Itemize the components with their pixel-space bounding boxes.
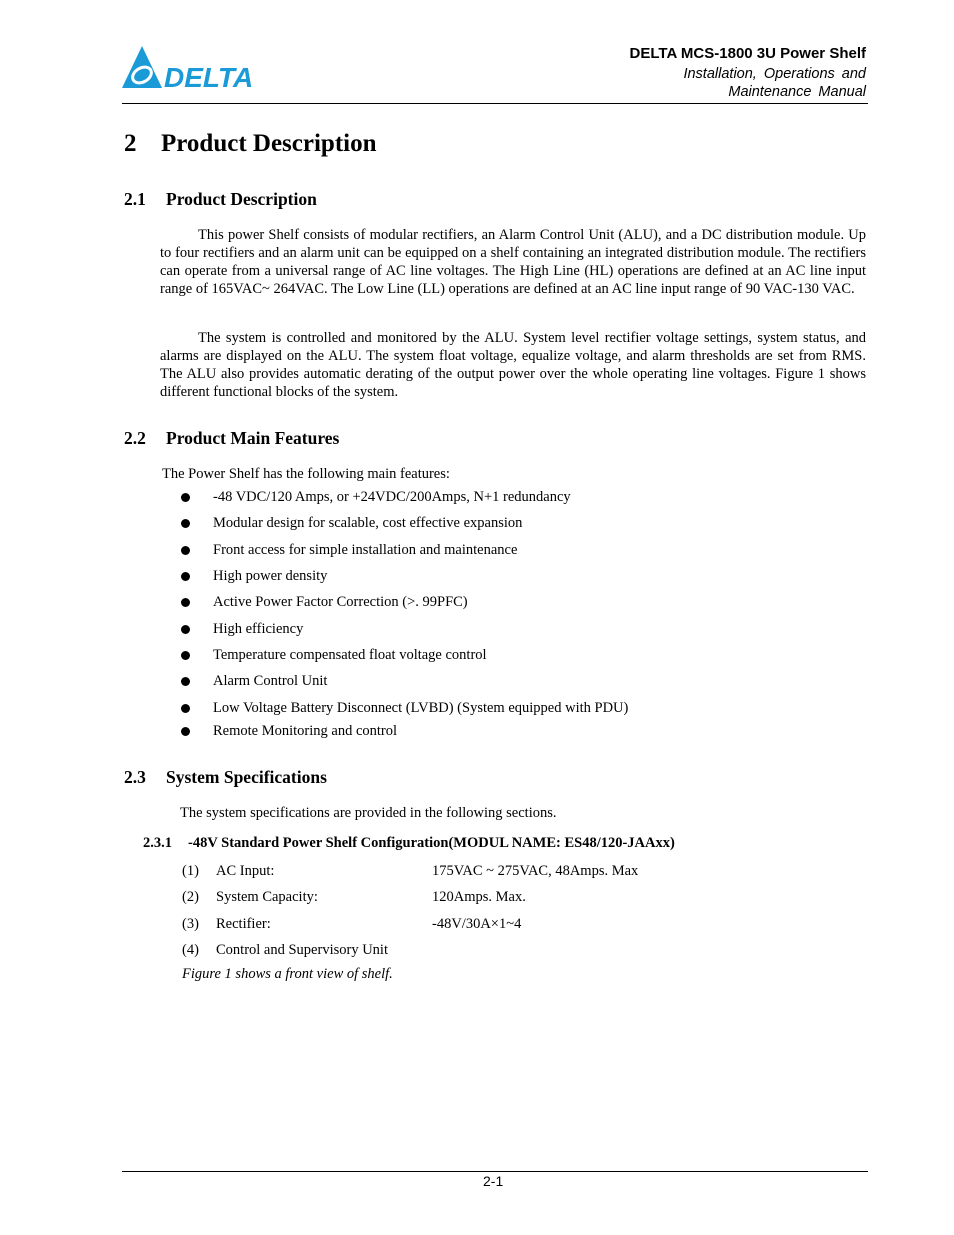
bullet-icon	[181, 572, 190, 581]
section-number: 2.1	[124, 189, 146, 209]
subsection-heading-2-3-1	[143, 835, 675, 852]
document-header	[630, 44, 866, 101]
subsection-number: 2.3.1	[143, 835, 172, 851]
bullet-icon	[181, 546, 190, 555]
chapter-heading	[124, 130, 377, 158]
document-subtitle-line2: Maintenance Manual	[728, 84, 866, 100]
delta-logo	[122, 45, 254, 93]
section-number: 2.2	[124, 428, 146, 448]
section-title: System Specifications	[166, 767, 327, 787]
footer-divider	[122, 1171, 868, 1172]
logo-text: DELTA	[164, 62, 254, 93]
bullet-icon	[181, 493, 190, 502]
paragraph-description-2: The system is controlled and monitored by the ALU. System level rectifier voltage settings, system status, and alarms are displayed on the ALU. The system float voltage, equalize voltage, and alarm thresholds are set from RMS. The ALU also provides automatic derating of the output power over the whole operating line voltages. Figure 1 shows different functional blocks of the system.	[160, 330, 866, 400]
bullet-icon	[181, 519, 190, 528]
subsection-title: -48V Standard Power Shelf Configuration(MODUL NAME: ES48/120-JAAxx)	[188, 835, 675, 851]
bullet-icon	[181, 625, 190, 634]
bullet-icon	[181, 677, 190, 686]
section-heading-2-3	[124, 767, 327, 788]
chapter-title: Product Description	[161, 130, 377, 157]
header-divider	[122, 103, 868, 104]
section-heading-2-2	[124, 428, 339, 449]
bullet-icon	[181, 704, 190, 713]
document-title: DELTA MCS-1800 3U Power Shelf	[629, 45, 866, 62]
bullet-icon	[181, 598, 190, 607]
section-number: 2.3	[124, 767, 146, 787]
figure-caption: Figure 1 shows a front view of shelf.	[182, 966, 393, 982]
bullet-icon	[181, 651, 190, 660]
page-number: 2-1	[483, 1173, 504, 1189]
chapter-number: 2	[124, 130, 137, 157]
specifications-intro: The system specifications are provided in the following sections.	[180, 805, 557, 821]
section-title: Product Main Features	[166, 428, 340, 448]
paragraph-description-1: This power Shelf consists of modular rectifiers, an Alarm Control Unit (ALU), and a DC distribution module. Up to four rectifiers and an alarm unit can be equipped on a shelf containing an integrated distribution module. The rectifiers can operate from a universal range of AC line voltages. The High Line (HL) operations are defined at an AC line input range of 165VAC~ 264VAC. The Low Line (LL) operations are defined at an AC line input range of 90 VAC-130 VAC.	[160, 227, 866, 297]
bullet-icon	[181, 727, 190, 736]
section-title: Product Description	[166, 189, 317, 209]
document-subtitle-line1: Installation, Operations and	[683, 66, 866, 82]
section-heading-2-1	[124, 189, 317, 210]
features-intro: The Power Shelf has the following main features:	[162, 466, 450, 482]
delta-logo-icon	[122, 45, 254, 93]
